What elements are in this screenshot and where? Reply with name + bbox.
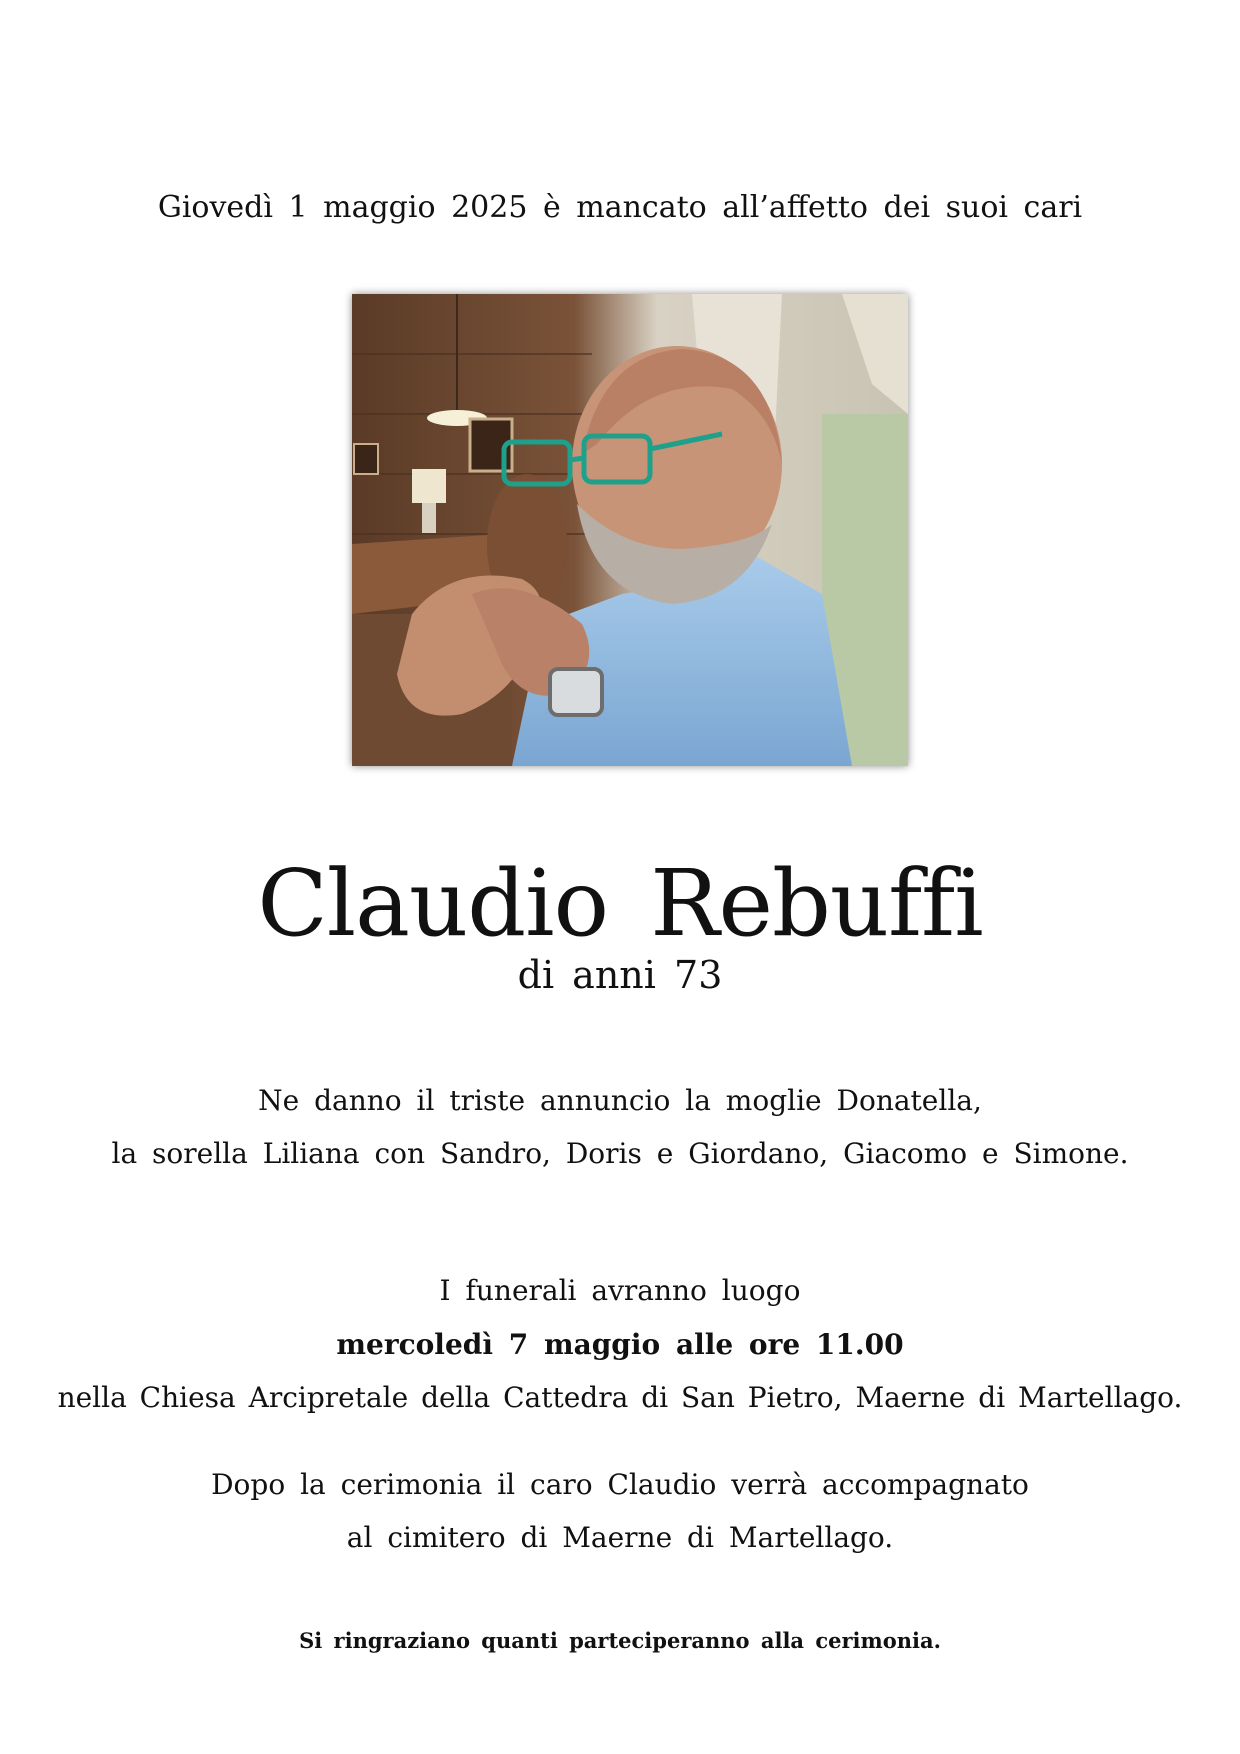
portrait-photo-icon (352, 294, 908, 766)
funeral-location: nella Chiesa Arcipretale della Cattedra di San Pietro, Maerne di Martellago. (57, 1381, 1183, 1414)
portrait-photo (352, 294, 908, 766)
announcement-line-2: la sorella Liliana con Sandro, Doris e Giordano, Giacomo e Simone. (111, 1137, 1129, 1170)
after-ceremony-line-1: Dopo la cerimonia il caro Claudio verrà accompagnato (211, 1468, 1029, 1501)
thanks-line: Si ringraziano quanti parteciperanno alla cerimonia. (299, 1628, 941, 1653)
intro-line: Giovedì 1 maggio 2025 è mancato all’affetto dei suoi cari (157, 190, 1083, 225)
announcement-line-1: Ne danno il triste annuncio la moglie Donatella, (258, 1084, 982, 1117)
age-line: di anni 73 (517, 953, 723, 997)
funeral-line-1: I funerali avranno luogo (439, 1274, 801, 1307)
after-ceremony-line-2: al cimitero di Maerne di Martellago. (346, 1521, 894, 1554)
funeral-date-time: mercoledì 7 maggio alle ore 11.00 (336, 1328, 904, 1361)
deceased-name: Claudio Rebuffi (257, 850, 983, 957)
